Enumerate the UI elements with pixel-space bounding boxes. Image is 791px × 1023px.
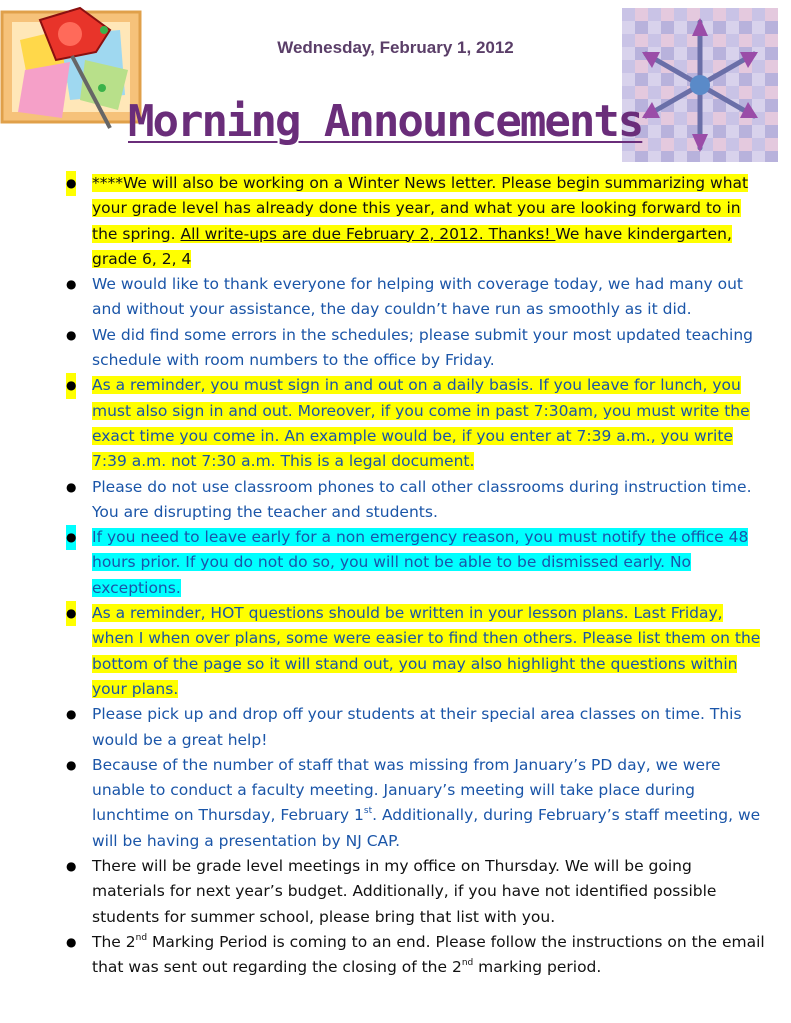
page-title: Morning Announcements xyxy=(128,96,643,147)
ordinal-suffix: nd xyxy=(135,932,148,943)
list-item xyxy=(0,475,791,526)
announcement-list xyxy=(0,171,791,981)
announcement-text: We did find some errors in the schedules; please submit your most updated teaching schedule with room numbers to the office by Friday. xyxy=(92,325,754,370)
announcement-text: Please do not use classroom phones to call other classrooms during instruction time. You are disrupting the teacher and students. xyxy=(92,477,752,521)
announcement-text-part: marking period. xyxy=(473,958,602,977)
bullet-icon: ● xyxy=(66,757,77,772)
list-item xyxy=(0,854,791,930)
deadline-underlined: All write-ups are due February 2, 2012. Thanks! xyxy=(180,224,556,243)
bullet-icon: ● xyxy=(66,327,77,342)
bullet-icon: ● xyxy=(66,525,76,550)
bullet-icon: ● xyxy=(66,707,77,722)
announcement-text: If you need to leave early for a non emergency reason, you must notify the office 48 hours prior. If you do not do so, you will not be able to be dismissed early. No exceptions. xyxy=(92,528,749,597)
list-item xyxy=(0,323,791,374)
list-item xyxy=(0,171,791,272)
announcement-text xyxy=(92,933,765,976)
list-item xyxy=(0,601,791,702)
snowflake-quilt-clipart-icon xyxy=(622,8,778,162)
announcement-date: Wednesday, February 1, 2012 xyxy=(277,38,514,57)
announcement-text xyxy=(92,174,748,268)
announcement-text xyxy=(92,756,760,850)
bullet-icon: ● xyxy=(66,859,77,874)
ordinal-suffix: st xyxy=(363,806,373,817)
bullet-icon: ● xyxy=(66,479,77,494)
bullet-icon: ● xyxy=(66,373,76,398)
announcement-text-part: The 2 xyxy=(92,932,136,951)
bullet-icon: ● xyxy=(66,171,76,196)
announcement-text: As a reminder, HOT questions should be written in your lesson plans. Last Friday, when I when over plans, some were easier to find then others. Please list them on the bottom of the page so it will stand out, you may also highlight the questions within your plans. xyxy=(92,604,761,698)
announcement-text: As a reminder, you must sign in and out on a daily basis. If you leave for lunch, you must also sign in and out. Moreover, if you come in past 7:30am, you must write the exact time you come in. An example would be, if you enter at 7:39 a.m., you write 7:39 a.m. not 7:30 a.m. This is a legal document. xyxy=(92,376,750,471)
announcement-text-part: We have kindergarten, grade 6, 2, 4 xyxy=(92,224,732,268)
list-item xyxy=(0,525,791,601)
announcement-text: There will be grade level meetings in my office on Thursday. We will be going materials for next year’s budget. Additionally, if you have not identified possible students for summer school, please bring that list with you. xyxy=(92,857,717,926)
announcement-text-part: ****We will also be working on a Winter News letter. Please begin summarizing what your grade level has already done this year, and what you are looking forward to in the spring. xyxy=(92,174,749,243)
ordinal-suffix: nd xyxy=(461,958,474,969)
announcement-text-part: Because of the number of staff that was missing from January’s PD day, we were unable to conduct a faculty meeting. January’s meeting will take place during lunchtime on Thursday, February 1 xyxy=(92,755,721,825)
announcement-text: Please pick up and drop off your students at their special area classes on time. This would be a great help! xyxy=(92,705,742,749)
announcement-text: We would like to thank everyone for helping with coverage today, we had many out and without your assistance, the day couldn’t have run as smoothly as it did. xyxy=(92,275,744,319)
announcement-text-part: Marking Period is coming to an end. Please follow the instructions on the email that was sent out regarding the closing of the 2 xyxy=(92,932,765,977)
list-item xyxy=(0,272,791,323)
list-item xyxy=(0,753,791,854)
bullet-icon: ● xyxy=(66,601,76,626)
list-item xyxy=(0,930,791,981)
bullet-icon: ● xyxy=(66,277,77,292)
bullet-icon: ● xyxy=(66,934,77,949)
announcement-text-part: . Additionally, during February’s staff meeting, we will be having a presentation by NJ CAP. xyxy=(92,806,761,850)
list-item xyxy=(0,373,791,474)
list-item xyxy=(0,702,791,753)
